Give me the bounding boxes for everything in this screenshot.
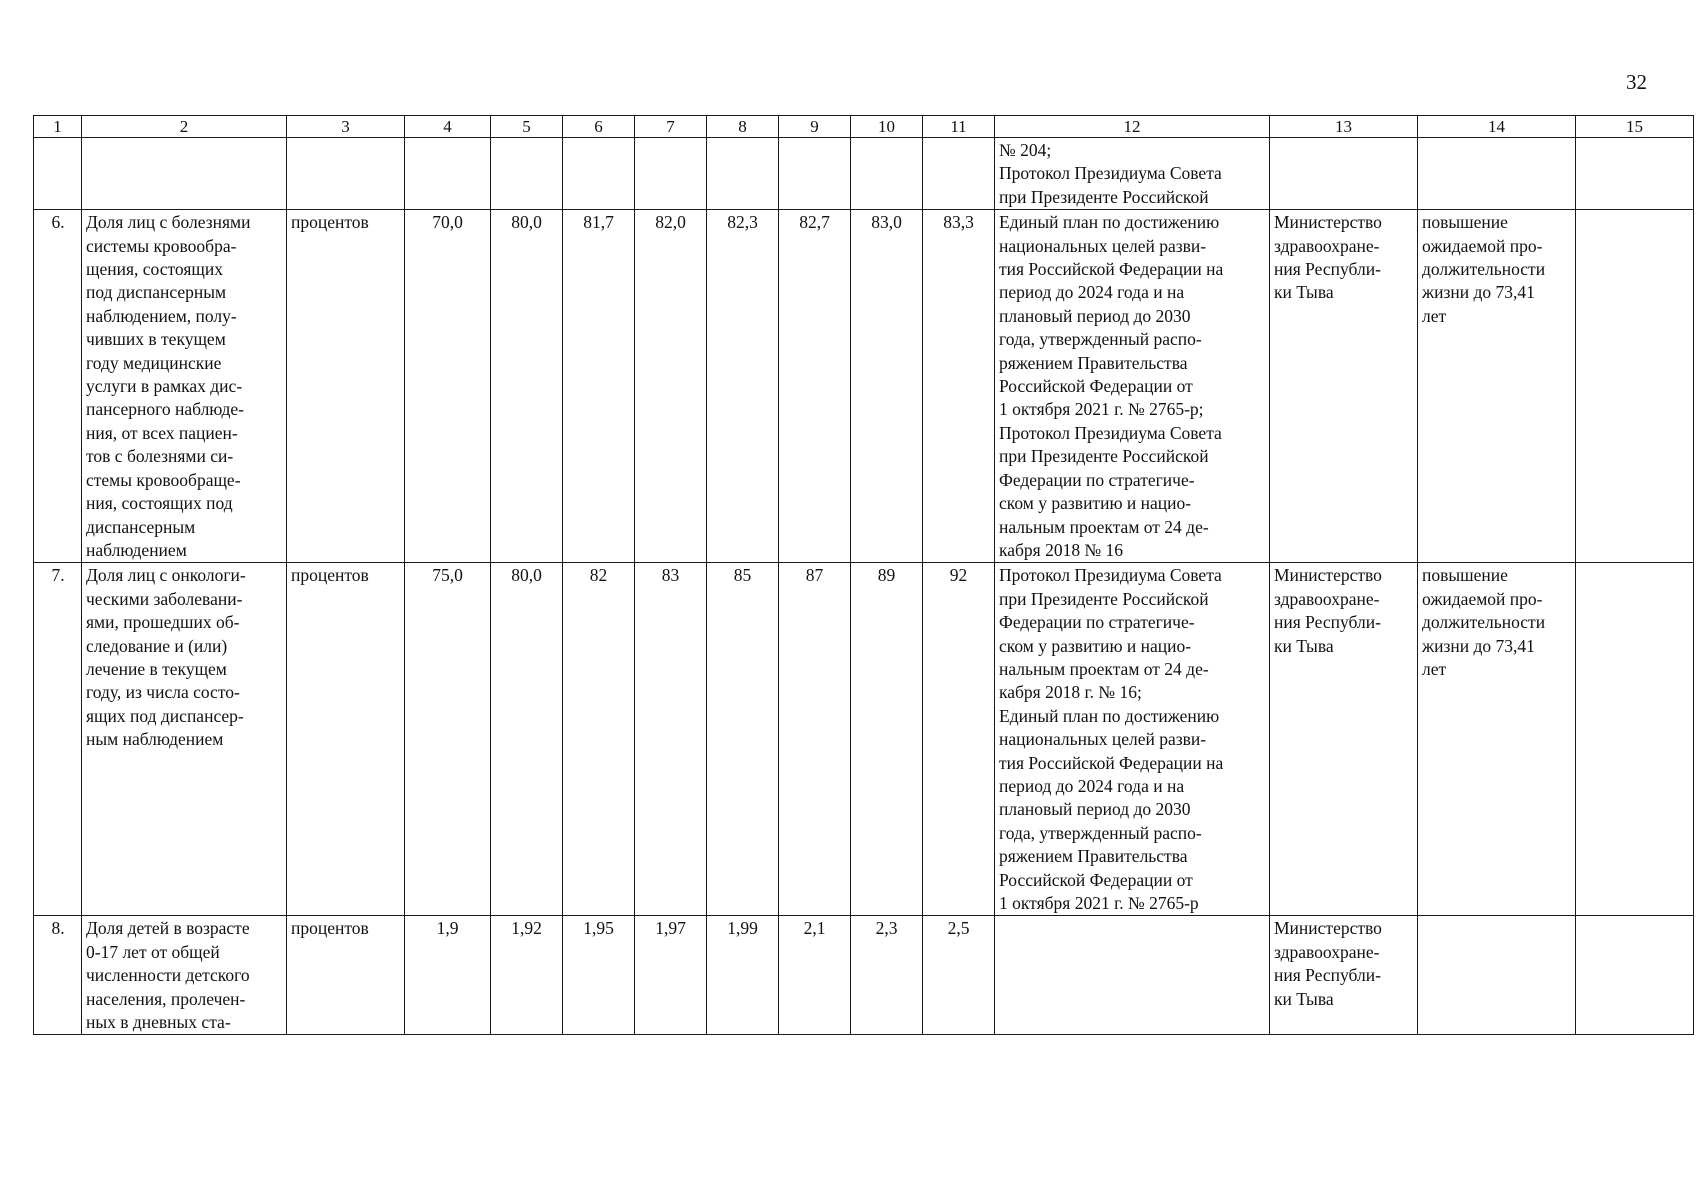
indicator-name: Доля лиц с онкологи- ческими заболевани- ями, прошедших об- следование и (или) лечение в текущем году, из числа состо- ящих под диспансер- ным наблюдением	[82, 563, 287, 916]
value-cell: 82,7	[779, 210, 851, 563]
value-cell: 75,0	[405, 563, 491, 916]
value-cell: 89	[851, 563, 923, 916]
value-cell: 80,0	[491, 210, 563, 563]
value-cell: 2,5	[923, 916, 995, 1035]
value-cell: 83,3	[923, 210, 995, 563]
unit-cell: процентов	[287, 563, 405, 916]
col-header: 12	[995, 116, 1270, 138]
col-header: 4	[405, 116, 491, 138]
col-header: 8	[707, 116, 779, 138]
col-header: 11	[923, 116, 995, 138]
col15-cell	[1576, 563, 1694, 916]
basis-cell: Протокол Президиума Совета при Президенте Российской Федерации по стратегиче- ском у развитию и нацио- нальным проектам от 24 де- кабря 2018 г. № 16; Единый план по достижению национальных целей разви- тия Российской Федерации на период до 2024 года и на плановый период до 2030 года, утвержденный распо- ряжением Правительства Российской Федерации от 1 октября 2021 г. № 2765-р	[995, 563, 1270, 916]
value-cell: 2,1	[779, 916, 851, 1035]
value-cell: 92	[923, 563, 995, 916]
page-number: 32	[1626, 70, 1647, 94]
basis-cell: № 204; Протокол Президиума Совета при Президенте Российской	[995, 138, 1270, 210]
value-cell: 1,99	[707, 916, 779, 1035]
responsible-cell: Министерство здравоохране- ния Республи- ки Тыва	[1270, 210, 1418, 563]
col15-cell	[1576, 210, 1694, 563]
value-cell: 87	[779, 563, 851, 916]
table-row	[34, 210, 1694, 563]
goal-cell: повышение ожидаемой про- должительности жизни до 73,41 лет	[1418, 210, 1576, 563]
value-cell: 70,0	[405, 210, 491, 563]
col-header: 7	[635, 116, 707, 138]
col-header: 3	[287, 116, 405, 138]
value-cell: 83	[635, 563, 707, 916]
col-header: 1	[34, 116, 82, 138]
col-header: 5	[491, 116, 563, 138]
row-number: 8.	[34, 916, 82, 1035]
table-row	[34, 563, 1694, 916]
value-cell: 83,0	[851, 210, 923, 563]
col-header: 14	[1418, 116, 1576, 138]
col-header: 6	[563, 116, 635, 138]
row-number: 7.	[34, 563, 82, 916]
col-header: 15	[1576, 116, 1694, 138]
indicators-table	[33, 115, 1694, 1035]
continuation-row	[34, 138, 1694, 210]
basis-cell	[995, 916, 1270, 1035]
col15-cell	[1576, 916, 1694, 1035]
unit-cell: процентов	[287, 916, 405, 1035]
column-number-header	[34, 116, 1694, 138]
value-cell: 1,9	[405, 916, 491, 1035]
value-cell: 85	[707, 563, 779, 916]
value-cell: 82,3	[707, 210, 779, 563]
value-cell: 1,92	[491, 916, 563, 1035]
basis-cell: Единый план по достижению национальных целей разви- тия Российской Федерации на период до 2024 года и на плановый период до 2030 года, утвержденный распо- ряжением Правительства Российской Федерации от 1 октября 2021 г. № 2765-р; Протокол Президиума Совета при Президенте Российской Федерации по стратегиче- ском у развитию и нацио- нальным проектам от 24 де- кабря 2018 № 16	[995, 210, 1270, 563]
value-cell: 1,95	[563, 916, 635, 1035]
value-cell: 2,3	[851, 916, 923, 1035]
value-cell: 81,7	[563, 210, 635, 563]
responsible-cell: Министерство здравоохране- ния Республи- ки Тыва	[1270, 563, 1418, 916]
value-cell: 82	[563, 563, 635, 916]
col-header: 2	[82, 116, 287, 138]
indicator-name: Доля лиц с болезнями системы кровообра- щения, состоящих под диспансерным наблюдением, полу- чивших в текущем году медицинские услуги в рамках дис- пансерного наблюде- ния, от всех пациен- тов с болезнями си- стемы кровообраще- ния, состоящих под диспансерным наблюдением	[82, 210, 287, 563]
value-cell: 80,0	[491, 563, 563, 916]
value-cell: 1,97	[635, 916, 707, 1035]
indicator-name: Доля детей в возрасте 0-17 лет от общей численности детского населения, пролечен- ных в дневных ста-	[82, 916, 287, 1035]
col-header: 13	[1270, 116, 1418, 138]
unit-cell: процентов	[287, 210, 405, 563]
col-header: 9	[779, 116, 851, 138]
responsible-cell: Министерство здравоохране- ния Республи- ки Тыва	[1270, 916, 1418, 1035]
goal-cell	[1418, 916, 1576, 1035]
goal-cell: повышение ожидаемой про- должительности жизни до 73,41 лет	[1418, 563, 1576, 916]
table-row	[34, 916, 1694, 1035]
row-number: 6.	[34, 210, 82, 563]
col-header: 10	[851, 116, 923, 138]
value-cell: 82,0	[635, 210, 707, 563]
